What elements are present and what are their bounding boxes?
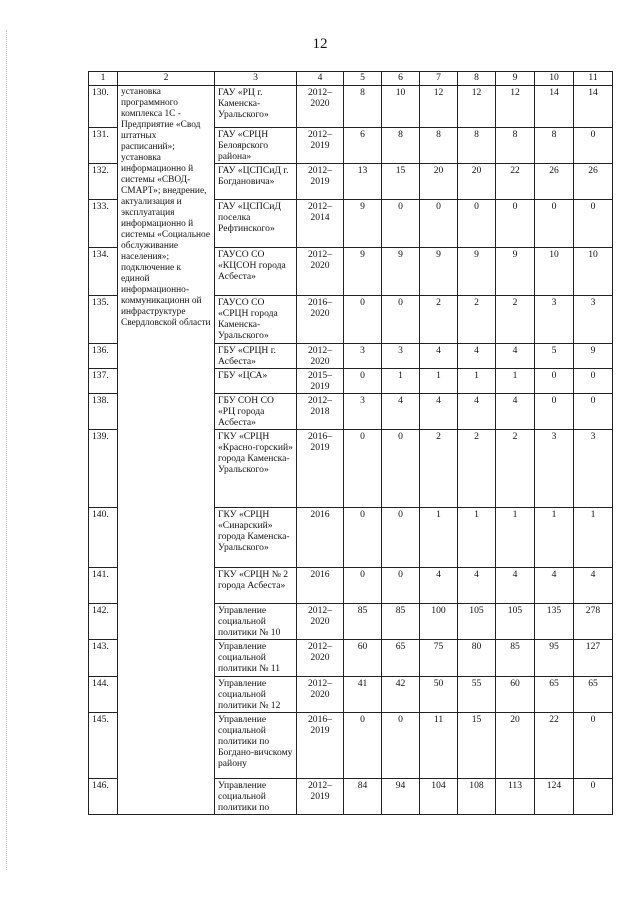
value-cell: 20	[420, 164, 458, 200]
row-number: 134.	[89, 248, 118, 296]
years-period: 2016–2020	[297, 296, 344, 344]
value-cell: 4	[458, 568, 496, 604]
value-cell: 3	[344, 394, 382, 430]
value-cell: 1	[574, 508, 613, 568]
value-cell: 10	[574, 248, 613, 296]
value-cell: 15	[458, 712, 496, 778]
row-number: 144.	[89, 676, 118, 712]
value-cell: 12	[496, 86, 535, 128]
value-cell: 95	[535, 640, 574, 676]
years-period: 2012–2020	[297, 676, 344, 712]
years-period: 2012–2019	[297, 128, 344, 164]
value-cell: 8	[420, 128, 458, 164]
years-period: 2016	[297, 568, 344, 604]
value-cell: 1	[382, 369, 420, 394]
value-cell: 65	[535, 676, 574, 712]
value-cell: 80	[458, 640, 496, 676]
value-cell: 0	[420, 200, 458, 248]
value-cell: 4	[496, 394, 535, 430]
value-cell: 4	[574, 568, 613, 604]
value-cell: 9	[458, 248, 496, 296]
organization-name: ГБУ «ЦСА»	[215, 369, 297, 394]
value-cell: 11	[420, 712, 458, 778]
value-cell: 0	[382, 296, 420, 344]
column-header: 2	[118, 72, 215, 86]
value-cell: 1	[535, 508, 574, 568]
row-number: 133.	[89, 200, 118, 248]
value-cell: 22	[496, 164, 535, 200]
years-period: 2012–2020	[297, 248, 344, 296]
value-cell: 105	[496, 604, 535, 640]
value-cell: 9	[496, 248, 535, 296]
data-table	[88, 71, 613, 815]
row-number: 142.	[89, 604, 118, 640]
organization-name: ГБУ «СРЦН г. Асбеста»	[215, 344, 297, 369]
value-cell: 6	[344, 128, 382, 164]
value-cell: 9	[344, 248, 382, 296]
value-cell: 4	[420, 344, 458, 369]
column-header: 8	[458, 72, 496, 86]
value-cell: 2	[458, 430, 496, 508]
value-cell: 8	[344, 86, 382, 128]
value-cell: 0	[344, 296, 382, 344]
value-cell: 75	[420, 640, 458, 676]
value-cell: 127	[574, 640, 613, 676]
value-cell: 26	[535, 164, 574, 200]
value-cell: 124	[535, 778, 574, 814]
value-cell: 84	[344, 778, 382, 814]
value-cell: 8	[535, 128, 574, 164]
value-cell: 5	[535, 344, 574, 369]
value-cell: 0	[382, 508, 420, 568]
value-cell: 4	[458, 394, 496, 430]
value-cell: 0	[574, 394, 613, 430]
value-cell: 1	[420, 369, 458, 394]
value-cell: 94	[382, 778, 420, 814]
value-cell: 85	[344, 604, 382, 640]
value-cell: 2	[420, 296, 458, 344]
column-header: 4	[297, 72, 344, 86]
table-body	[89, 86, 613, 815]
value-cell: 55	[458, 676, 496, 712]
value-cell: 0	[458, 200, 496, 248]
value-cell: 1	[496, 369, 535, 394]
row-number: 146.	[89, 778, 118, 814]
row-number: 132.	[89, 164, 118, 200]
organization-name: ГАУ «РЦ г. Каменска-Уральского»	[215, 86, 297, 128]
value-cell: 22	[535, 712, 574, 778]
value-cell: 3	[382, 344, 420, 369]
row-number: 137.	[89, 369, 118, 394]
value-cell: 0	[535, 369, 574, 394]
value-cell: 9	[574, 344, 613, 369]
value-cell: 8	[496, 128, 535, 164]
years-period: 2015–2019	[297, 369, 344, 394]
organization-name: ГАУСО СО «КЦСОН города Асбеста»	[215, 248, 297, 296]
value-cell: 0	[535, 394, 574, 430]
value-cell: 3	[574, 296, 613, 344]
row-number: 130.	[89, 86, 118, 128]
value-cell: 1	[458, 508, 496, 568]
years-period: 2012–2019	[297, 164, 344, 200]
value-cell: 100	[420, 604, 458, 640]
value-cell: 20	[458, 164, 496, 200]
value-cell: 9	[382, 248, 420, 296]
value-cell: 10	[382, 86, 420, 128]
value-cell: 135	[535, 604, 574, 640]
measure-description: установка программного комплекса 1С - Предприятие «Свод штатных расписаний»; установка информационно й системы «СВОД-СМАРТ»; внедрение, актуализация и эксплуатация информационно й системы «Социальное обслуживание населения»; подключение к единой информационно-коммуникационн ой инфраструктуре Свердловской области	[118, 86, 215, 815]
column-header: 6	[382, 72, 420, 86]
value-cell: 0	[574, 712, 613, 778]
organization-name: Управление социальной политики № 11	[215, 640, 297, 676]
row-number: 136.	[89, 344, 118, 369]
organization-name: Управление социальной политики по	[215, 778, 297, 814]
value-cell: 3	[344, 344, 382, 369]
value-cell: 14	[535, 86, 574, 128]
value-cell: 65	[382, 640, 420, 676]
organization-name: Управление социальной политики № 12	[215, 676, 297, 712]
value-cell: 9	[344, 200, 382, 248]
value-cell: 0	[344, 568, 382, 604]
value-cell: 8	[382, 128, 420, 164]
organization-name: ГКУ «СРЦН «Красно-горский» города Каменска-Уральского»	[215, 430, 297, 508]
value-cell: 20	[496, 712, 535, 778]
value-cell: 50	[420, 676, 458, 712]
value-cell: 104	[420, 778, 458, 814]
value-cell: 8	[458, 128, 496, 164]
value-cell: 0	[574, 369, 613, 394]
column-header: 11	[574, 72, 613, 86]
value-cell: 14	[574, 86, 613, 128]
organization-name: ГКУ «СРЦН № 2 города Асбеста»	[215, 568, 297, 604]
value-cell: 0	[574, 128, 613, 164]
years-period: 2012–2020	[297, 344, 344, 369]
value-cell: 113	[496, 778, 535, 814]
column-header: 9	[496, 72, 535, 86]
value-cell: 42	[382, 676, 420, 712]
value-cell: 3	[535, 430, 574, 508]
value-cell: 2	[496, 296, 535, 344]
value-cell: 3	[574, 430, 613, 508]
value-cell: 2	[458, 296, 496, 344]
value-cell: 0	[382, 200, 420, 248]
value-cell: 4	[420, 568, 458, 604]
value-cell: 12	[458, 86, 496, 128]
row-number: 139.	[89, 430, 118, 508]
value-cell: 41	[344, 676, 382, 712]
value-cell: 278	[574, 604, 613, 640]
value-cell: 0	[535, 200, 574, 248]
value-cell: 85	[496, 640, 535, 676]
years-period: 2012–2014	[297, 200, 344, 248]
column-header: 10	[535, 72, 574, 86]
value-cell: 65	[574, 676, 613, 712]
value-cell: 0	[574, 778, 613, 814]
value-cell: 4	[458, 344, 496, 369]
value-cell: 1	[458, 369, 496, 394]
organization-name: ГАУ «СРЦН Белоярского района»	[215, 128, 297, 164]
years-period: 2012–2020	[297, 604, 344, 640]
value-cell: 60	[496, 676, 535, 712]
value-cell: 85	[382, 604, 420, 640]
organization-name: ГАУСО СО «СРЦН города Каменска-Уральского»	[215, 296, 297, 344]
column-header: 5	[344, 72, 382, 86]
row-number: 143.	[89, 640, 118, 676]
value-cell: 0	[344, 712, 382, 778]
value-cell: 2	[420, 430, 458, 508]
row-number: 141.	[89, 568, 118, 604]
years-period: 2012–2020	[297, 640, 344, 676]
table-row	[89, 86, 613, 128]
value-cell: 9	[420, 248, 458, 296]
value-cell: 0	[344, 369, 382, 394]
organization-name: Управление социальной политики № 10	[215, 604, 297, 640]
value-cell: 15	[382, 164, 420, 200]
column-header: 3	[215, 72, 297, 86]
table-header-row	[89, 72, 613, 86]
value-cell: 108	[458, 778, 496, 814]
column-header: 1	[89, 72, 118, 86]
row-number: 135.	[89, 296, 118, 344]
value-cell: 60	[344, 640, 382, 676]
column-header: 7	[420, 72, 458, 86]
row-number: 145.	[89, 712, 118, 778]
organization-name: ГКУ «СРЦН «Синарский» города Каменска-Уральского»	[215, 508, 297, 568]
value-cell: 0	[496, 200, 535, 248]
value-cell: 4	[496, 344, 535, 369]
organization-name: Управление социальной политики по Богдано-вичскому району	[215, 712, 297, 778]
value-cell: 105	[458, 604, 496, 640]
value-cell: 0	[382, 568, 420, 604]
value-cell: 12	[420, 86, 458, 128]
years-period: 2016–2019	[297, 430, 344, 508]
row-number: 131.	[89, 128, 118, 164]
row-number: 138.	[89, 394, 118, 430]
value-cell: 0	[382, 430, 420, 508]
value-cell: 13	[344, 164, 382, 200]
years-period: 2016–2019	[297, 712, 344, 778]
value-cell: 4	[535, 568, 574, 604]
organization-name: ГАУ «ЦСПСиД поселка Рефтинского»	[215, 200, 297, 248]
years-period: 2016	[297, 508, 344, 568]
value-cell: 0	[382, 712, 420, 778]
value-cell: 0	[344, 508, 382, 568]
organization-name: ГБУ СОН СО «РЦ города Асбеста»	[215, 394, 297, 430]
value-cell: 0	[344, 430, 382, 508]
row-number: 140.	[89, 508, 118, 568]
page-edge-marks	[6, 30, 7, 870]
organization-name: ГАУ «ЦСПСиД г. Богдановича»	[215, 164, 297, 200]
value-cell: 4	[496, 568, 535, 604]
value-cell: 3	[535, 296, 574, 344]
value-cell: 10	[535, 248, 574, 296]
value-cell: 0	[574, 200, 613, 248]
page-number: 12	[312, 36, 328, 52]
years-period: 2012–2020	[297, 86, 344, 128]
value-cell: 1	[496, 508, 535, 568]
value-cell: 1	[420, 508, 458, 568]
years-period: 2012–2019	[297, 778, 344, 814]
value-cell: 4	[382, 394, 420, 430]
years-period: 2012–2018	[297, 394, 344, 430]
value-cell: 2	[496, 430, 535, 508]
value-cell: 4	[420, 394, 458, 430]
value-cell: 26	[574, 164, 613, 200]
